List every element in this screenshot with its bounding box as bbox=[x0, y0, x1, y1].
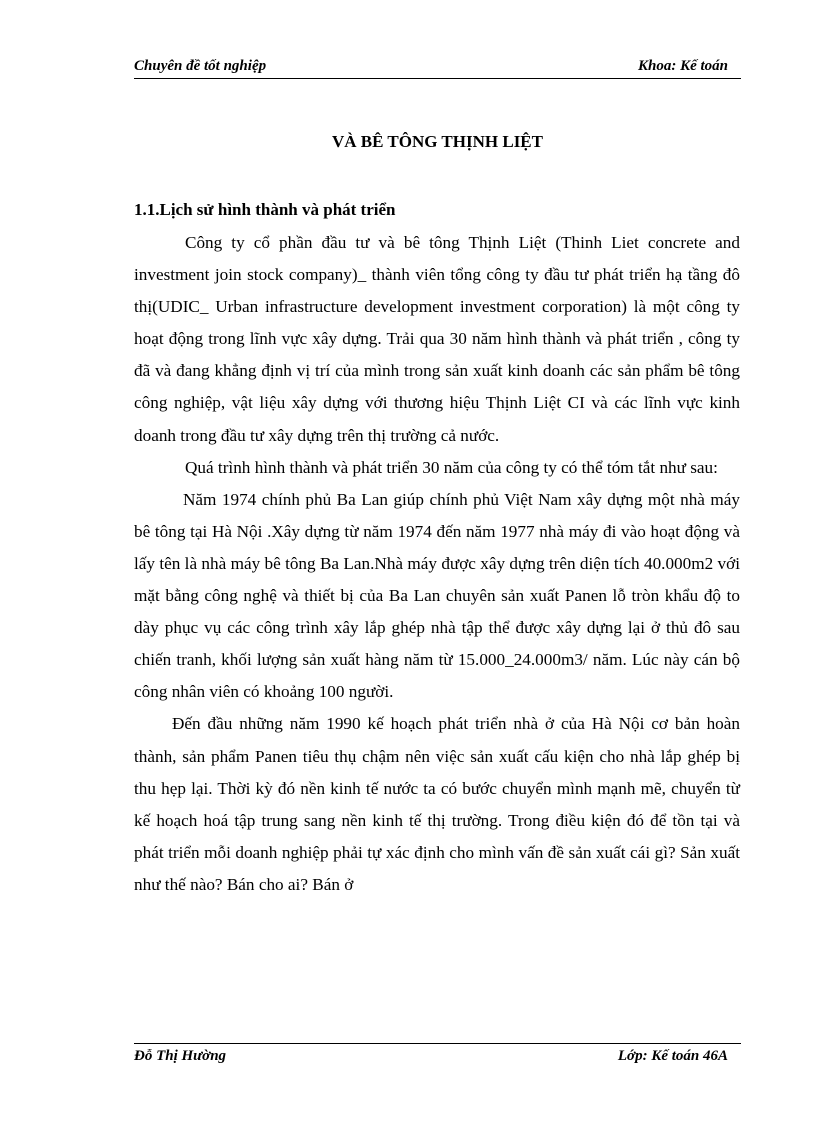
page-footer bbox=[134, 1043, 741, 1070]
header-document-type: Chuyên đề tốt nghiệp bbox=[134, 58, 267, 74]
page-header bbox=[134, 58, 741, 79]
section-heading: 1.1.Lịch sử hình thành và phát triển bbox=[134, 200, 396, 219]
footer-author: Đỗ Thị Hường bbox=[134, 1048, 227, 1064]
paragraph-history-summary: Quá trình hình thành và phát triển 30 năm của công ty có thể tóm tắt như sau: bbox=[185, 457, 718, 477]
footer-class: Lớp: Kế toán 46A bbox=[617, 1048, 728, 1064]
body-text bbox=[134, 227, 740, 901]
paragraph-1990: Đến đầu những năm 1990 kế hoạch phát triển nhà ở của Hà Nội cơ bản hoàn thành, sản phẩm Panen tiêu thụ chậm nên việc sản xuất cấu kiện cho nhà lắp ghép bị thu hẹp lại. Thời kỳ đó nền kinh tế nước ta có bước chuyển mình mạnh mẽ, chuyển từ kế hoạch hoá tập trung sang nền kinh tế thị trường. Trong điều kiện đó để tồn tại và phát triển mỗi doanh nghiệp phải tự xác định cho mình vấn đề sản xuất cái gì? Sản xuất như thế nào? Bán cho ai? Bán ở bbox=[134, 714, 740, 894]
page-title: VÀ BÊ TÔNG THỊNH LIỆT bbox=[332, 132, 543, 151]
paragraph-1974: Năm 1974 chính phủ Ba Lan giúp chính phủ Việt Nam xây dựng một nhà máy bê tông tại Hà Nội .Xây dựng từ năm 1974 đến năm 1977 nhà máy đi vào hoạt động và lấy tên là nhà máy bê tông Ba Lan.Nhà máy được xây dựng trên diện tích 40.000m2 với mặt bằng công nghệ và thiết bị của Ba Lan chuyên sản xuất Panen lỗ tròn khẩu độ to dày phục vụ các công trình xây lắp ghép nhà tập thể được xây dựng lại ở thủ đô sau chiến tranh, khối lượng sản xuất hàng năm từ 15.000_24.000m3/ năm. Lúc này cán bộ công nhân viên có khoảng 100 người. bbox=[134, 489, 740, 702]
header-faculty: Khoa: Kế toán bbox=[637, 58, 728, 74]
paragraph-company-intro: Công ty cổ phần đầu tư và bê tông Thịnh Liệt (Thinh Liet concrete and investment join stock company)_ thành viên tổng công ty đầu tư phát triển hạ tầng đô thị(UDIC_ Urban infrastructure development investment corporation) là một công ty hoạt động trong lĩnh vực xây dựng. Trải qua 30 năm hình thành và phát triển , công ty đã và đang khẳng định vị trí của mình trong sản xuất kinh doanh các sản phẩm bê tông công nghiệp, vật liệu xây dựng với thương hiệu Thịnh Liệt CI và các lĩnh vực kinh doanh trong đầu tư xây dựng trên thị trường cả nước. bbox=[134, 233, 740, 445]
